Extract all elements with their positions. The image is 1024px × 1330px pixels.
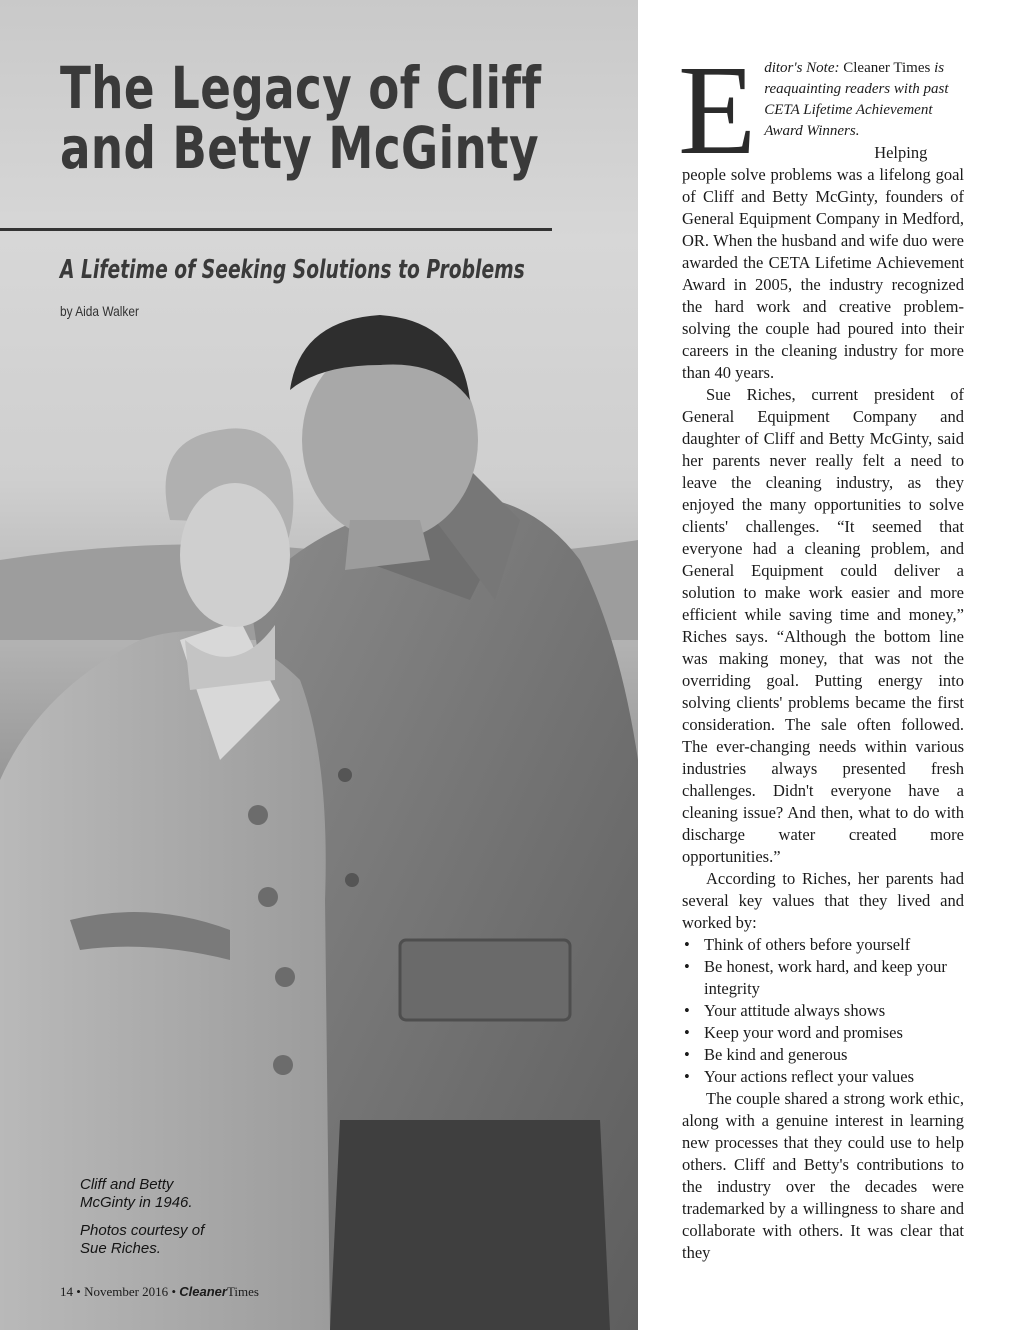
- photo-caption: [80, 1176, 230, 1268]
- list-item: • Be kind and generous: [682, 1044, 964, 1066]
- page-footer: 14 • November 2016 • CleanerTimes: [60, 1284, 259, 1299]
- article-column: [678, 39, 964, 1264]
- magazine-name-part1: Cleaner: [179, 1284, 227, 1299]
- list-item: • Your attitude always shows: [682, 1000, 964, 1022]
- byline: by Aida Walker: [60, 303, 139, 319]
- issue-date: November 2016: [84, 1284, 169, 1299]
- editors-note-magazine: Cleaner Times: [843, 60, 931, 76]
- editors-note-text: is reaquainting readers with past CETA Lifetime Achievement Award Winners.: [764, 60, 949, 139]
- woman-head: [180, 483, 290, 627]
- list-item: • Keep your word and promises: [682, 1022, 964, 1044]
- paragraph-4: The couple shared a strong work ethic, along with a genuine interest in learning new processes that they could use to help others. Cliff and Betty's contributions to the industry over the decades were trademarked by a willingness to share and collaborate with others. It was clear that they: [682, 1089, 964, 1262]
- paragraph-3: According to Riches, her parents had several key values that they lived and worked by:: [682, 869, 964, 932]
- values-list: [682, 934, 964, 1088]
- title-divider: [0, 228, 552, 231]
- page-number: 14: [60, 1284, 73, 1299]
- caption-text: Cliff and Betty McGinty in 1946.: [80, 1176, 193, 1211]
- photo-credit: Photos courtesy of Sue Riches.: [80, 1222, 205, 1257]
- article-title: The Legacy of Cliff and Betty McGinty: [60, 54, 542, 182]
- magazine-name-part2: Times: [226, 1284, 259, 1299]
- paragraph-1: Helping people solve problems was a lifelong goal of Cliff and Betty McGinty, founders of General Equipment Company in Medford, OR. When the husband and wife duo were awarded the CETA Lifetime Achievement Award in 2005, the industry recognized the hard work and creative problem-solving the couple had poured into their careers in the cleaning industry for more than 40 years.: [682, 143, 964, 382]
- list-item: • Think of others before yourself: [682, 934, 964, 956]
- list-item: • Be honest, work hard, and keep your integrity: [682, 956, 964, 1000]
- list-item: • Your actions reflect your values: [682, 1066, 964, 1088]
- paragraph-2: Sue Riches, current president of General Equipment Company and daughter of Cliff and Betty McGinty, said her parents never really felt a need to leave the cleaning industry, as they enjoyed the many opportunities to solve clients' challenges. “It seemed that everyone had a cleaning problem, and General Equipment could deliver a solution to make work easier and more efficient while saving time and money,” Riches says. “Although the bottom line was making money, that was not the overriding goal. Putting energy into solving clients' problems became the first consideration. The sale often followed. The ever-changing needs within various industries always presented fresh challenges. Didn't everyone have a cleaning issue? And then, what to do with discharge water created more opportunities.”: [682, 385, 964, 866]
- article-subtitle: A Lifetime of Seeking Solutions to Problems: [60, 255, 525, 285]
- drop-cap: E: [678, 39, 757, 181]
- editors-note-lead: ditor's Note:: [764, 60, 840, 76]
